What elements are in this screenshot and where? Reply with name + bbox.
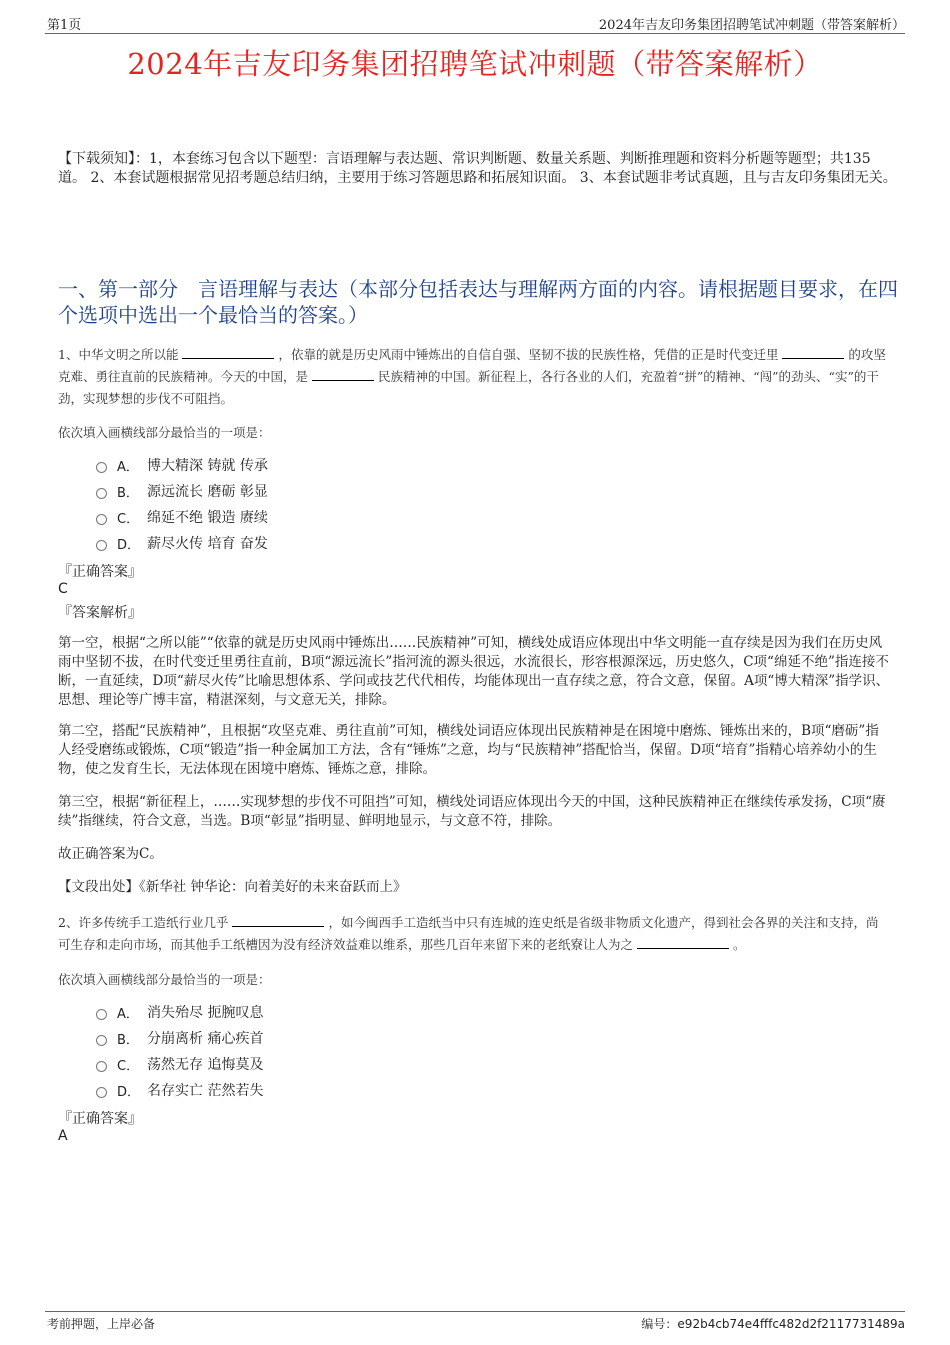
question-1-prompt: 依次填入画横线部分最恰当的一项是： <box>58 425 271 440</box>
question-2-text-3: 。 <box>732 937 746 952</box>
analysis-label: 『答案解析』 <box>58 605 142 621</box>
header-rule <box>45 33 905 34</box>
page-title: 2024年吉友印务集团招聘笔试冲刺题（带答案解析） <box>127 47 823 81</box>
question-1-options <box>96 452 268 556</box>
blank-2 <box>637 936 729 949</box>
footer-rule <box>45 1311 905 1312</box>
download-notice: 【下载须知】：1，本套练习包含以下题型：言语理解与表达题、常识判断题、数量关系题、判断推理题和资料分析题等题型；共135道。 2、本套试题根据常见招考题总结归纳，主要用于练习答题思路和拓展知识面。 3、本套试题非考试真题，且与吉友印务集团无关。 <box>58 151 897 186</box>
footer-id-code: e92b4cb74e4fffc482d2f2117731489a <box>677 1317 905 1331</box>
blank-2 <box>782 346 844 359</box>
radio-icon[interactable] <box>96 1035 107 1046</box>
question-2-stem <box>58 912 890 956</box>
blank-1 <box>232 914 324 927</box>
analysis-paragraph-3: 第三空，根据“新征程上，……实现梦想的步伐不可阻挡”可知，横线处词语应体现出今天的中国，这种民族精神正在继续传承发扬，C项“赓续”指继续，符合文意，当选。B项“彰显”指明显、鲜明地显示，与文意不符，排除。 <box>58 794 886 829</box>
radio-icon[interactable] <box>96 488 107 499</box>
correct-answer-label: 『正确答案』 <box>58 1111 142 1127</box>
question-1-text-1: 1、中华文明之所以能 <box>58 347 179 362</box>
question-2-prompt: 依次填入画横线部分最恰当的一项是： <box>58 972 271 987</box>
question-1-stem <box>58 344 890 410</box>
option-a[interactable]: A． 消失殆尽 扼腕叹息 <box>96 999 263 1025</box>
source-citation: 【文段出处】《新华社 钟华论：向着美好的未来奋跃而上》 <box>58 879 407 895</box>
analysis-paragraph-1: 第一空，根据“之所以能”“依靠的就是历史风雨中锤炼出……民族精神”可知，横线处成语应体现出中华文明能一直存续是因为我们在历史风雨中坚韧不拔，在时代变迁里勇往直前，B项“源远流长”指河流的源头很远，水流很长，形容根源深远，历史悠久，C项“绵延不绝”指连接不断，一直延续，D项“薪尽火传”比喻思想体系、学问或技艺代代相传，均能体现出一直存续之意，符合文意，保留。A项“博大精深”指学识、思想、理论等广博丰富，精湛深刻，与文意无关，排除。 <box>58 635 890 708</box>
radio-icon[interactable] <box>96 1087 107 1098</box>
section-heading: 一、第一部分 言语理解与表达（本部分包括表达与理解两方面的内容。请根据题目要求，在四个选项中选出一个最恰当的答案。） <box>58 277 898 327</box>
footer-slogan: 考前押题，上岸必备 <box>47 1317 156 1331</box>
question-2-options <box>96 999 263 1103</box>
question-2-text-2: ，如今闽西手工造纸当中只有连城的连史纸是省级非物质文化遗产，得到社会各界的关注和支持，尚可生存和走向市场，而其他手工纸槽因为没有经济效益难以维系，那些几百年来留下来的老纸寮让人为之 <box>58 915 879 952</box>
option-a[interactable]: A． 博大精深 铸就 传承 <box>96 452 268 478</box>
option-c[interactable]: C． 荡然无存 追悔莫及 <box>96 1051 263 1077</box>
option-d[interactable]: D． 名存实亡 茫然若失 <box>96 1077 263 1103</box>
radio-icon[interactable] <box>96 462 107 473</box>
header-doc-title: 2024年吉友印务集团招聘笔试冲刺题（带答案解析） <box>598 18 905 33</box>
question-1-text-4: 民族精神的中国。新征程上，各行各业的人们，充盈着“拼”的精神、“闯”的劲头、“实”的干劲，实现梦想的步伐不可阻挡。 <box>58 369 879 406</box>
radio-icon[interactable] <box>96 1009 107 1020</box>
footer-id <box>641 1315 905 1332</box>
footer-id-label: 编号： <box>641 1317 678 1331</box>
correct-answer: A <box>58 1128 68 1144</box>
option-b[interactable]: B． 分崩离析 痛心疾首 <box>96 1025 263 1051</box>
radio-icon[interactable] <box>96 540 107 551</box>
conclusion: 故正确答案为C。 <box>58 846 163 862</box>
analysis-paragraph-2: 第二空，搭配“民族精神”，且根据“攻坚克难、勇往直前”可知，横线处词语应体现出民族精神是在困境中磨炼、锤炼出来的，B项“磨砺”指人经受磨练或锻炼，C项“锻造”指一种金属加工方法，含有“锤炼”之意，均与“民族精神”搭配恰当，保留。D项“培育”指精心培养幼小的生物，使之发育生长，无法体现在困境中磨炼、锤炼之意，排除。 <box>58 723 879 777</box>
option-b[interactable]: B． 源远流长 磨砺 彰显 <box>96 478 268 504</box>
blank-1 <box>182 346 274 359</box>
question-1-text-3: 的攻坚克难、勇往直前的民族精神。今天的中国，是 <box>58 347 886 384</box>
page-number: 第1页 <box>47 18 82 33</box>
option-d[interactable]: D． 薪尽火传 培育 奋发 <box>96 530 268 556</box>
correct-answer: C <box>58 581 68 597</box>
option-c[interactable]: C． 绵延不绝 锻造 赓续 <box>96 504 268 530</box>
radio-icon[interactable] <box>96 514 107 525</box>
radio-icon[interactable] <box>96 1061 107 1072</box>
question-2-text-1: 2、许多传统手工造纸行业几乎 <box>58 915 229 930</box>
correct-answer-label: 『正确答案』 <box>58 564 142 580</box>
question-1-text-2: ，依靠的就是历史风雨中锤炼出的自信自强、坚韧不拔的民族性格，凭借的正是时代变迁里 <box>278 347 779 362</box>
blank-3 <box>312 368 374 381</box>
